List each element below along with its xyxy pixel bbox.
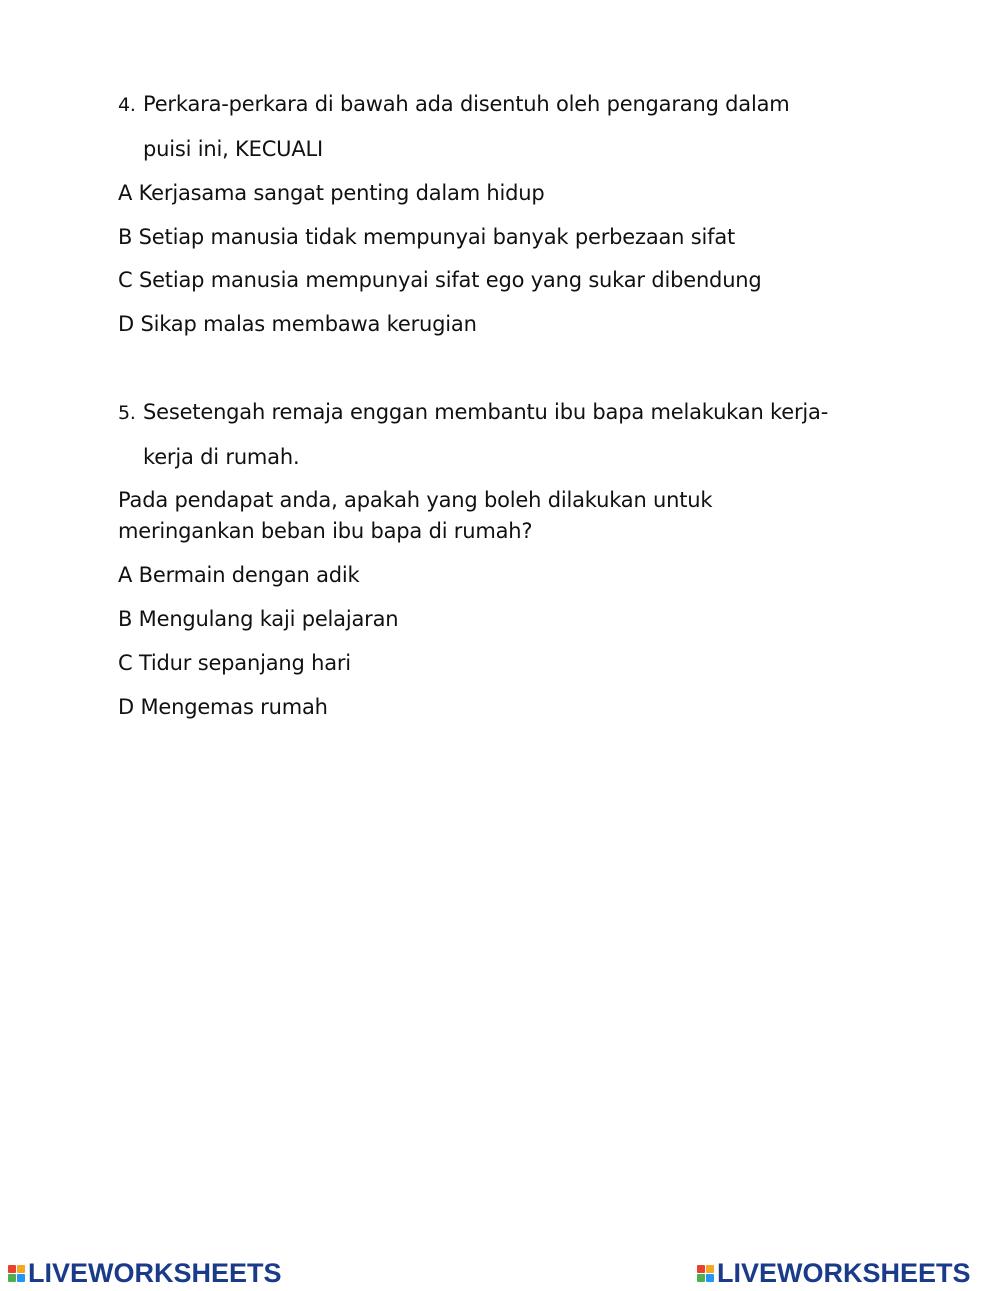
mark-square-4 <box>706 1274 714 1282</box>
question-5-line-1 <box>118 398 828 427</box>
liveworksheets-brand-text: LIVEWORKSHEETS <box>28 1257 282 1288</box>
question-4-line-1 <box>118 90 790 119</box>
question-4-option-c: C Setiap manusia mempunyai sifat ego yang sukar dibendung <box>118 268 762 292</box>
question-5-option-a: A Bermain dengan adik <box>118 563 360 587</box>
question-5-prompt-line-2: meringankan beban ibu bapa di rumah? <box>118 519 533 543</box>
question-4-option-a: A Kerjasama sangat penting dalam hidup <box>118 181 545 205</box>
liveworksheets-logo-left <box>8 1258 282 1288</box>
mark-square-2 <box>17 1265 25 1273</box>
liveworksheets-mark-icon <box>697 1265 714 1282</box>
question-5-text-line-1: Sesetengah remaja enggan membantu ibu bapa melakukan kerja- <box>143 400 829 424</box>
question-5-prompt-line-1: Pada pendapat anda, apakah yang boleh dilakukan untuk <box>118 488 713 512</box>
liveworksheets-logo-right <box>697 1258 971 1288</box>
question-5-number: 5. <box>118 402 136 424</box>
question-4-option-d: D Sikap malas membawa kerugian <box>118 312 477 336</box>
mark-square-3 <box>8 1274 16 1282</box>
mark-square-1 <box>8 1265 16 1273</box>
question-5-option-c: C Tidur sepanjang hari <box>118 651 351 675</box>
question-4-text-line-2: puisi ini, KECUALI <box>143 137 323 161</box>
mark-square-4 <box>17 1274 25 1282</box>
question-4-text-line-1: Perkara-perkara di bawah ada disentuh oleh pengarang dalam <box>143 92 790 116</box>
mark-square-3 <box>697 1274 705 1282</box>
question-4-option-b: B Setiap manusia tidak mempunyai banyak perbezaan sifat <box>118 225 736 249</box>
question-4-number: 4. <box>118 94 136 116</box>
question-5-option-b: B Mengulang kaji pelajaran <box>118 607 399 631</box>
liveworksheets-brand-text: LIVEWORKSHEETS <box>717 1257 971 1288</box>
mark-square-1 <box>697 1265 705 1273</box>
liveworksheets-mark-icon <box>8 1265 25 1282</box>
mark-square-2 <box>706 1265 714 1273</box>
question-5-option-d: D Mengemas rumah <box>118 695 328 719</box>
question-5-text-line-2: kerja di rumah. <box>143 445 300 469</box>
